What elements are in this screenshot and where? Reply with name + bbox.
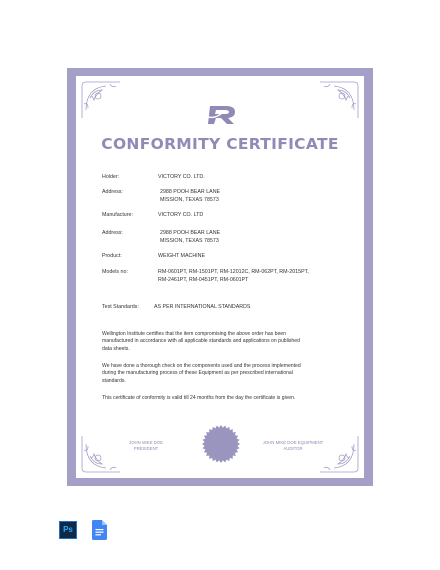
certification-paragraph	[102, 331, 340, 353]
product-value: WEIGHT MACHINE	[158, 253, 205, 259]
signature-left	[116, 440, 176, 452]
address-label: Address:	[102, 230, 123, 236]
signatory-role: AUDITOR	[283, 446, 303, 451]
address-label: Address:	[102, 189, 123, 195]
manufacture-label: Manufacture:	[102, 212, 133, 218]
holder-label: Holder:	[102, 174, 120, 180]
photoshop-icon[interactable]: Ps	[59, 521, 77, 539]
paragraph-line: We have done a thorough check on the components used and the process implemented	[102, 363, 301, 369]
address-line-2: MISSION, TEXAS 78573	[160, 238, 219, 244]
test-standards-value: AS PER INTERNATIONAL STANDARDS	[154, 304, 251, 310]
holder-value: VICTORY CO. LTD.	[158, 174, 205, 180]
signatory-name: JOHN MIKE DOE EQUIPMENT	[262, 440, 324, 445]
seal-icon	[201, 424, 241, 464]
certificate	[76, 76, 364, 478]
address-line-1: 2988 POOH BEAR LANE	[160, 189, 221, 195]
models-line-2: RM-2461PT, RM-0451PT, RM-0601PT	[158, 277, 249, 283]
certificate-title: CONFORMITY CERTIFICATE	[101, 135, 339, 153]
corner-ornament-icon	[80, 80, 124, 120]
paragraph-line: This certificate of conformity is valid till 24 months from the day the certificate is given.	[102, 395, 296, 401]
models-label: Models no:	[102, 269, 128, 275]
address-line-2: MISSION, TEXAS 78573	[160, 197, 219, 203]
paragraph-line: manufactured in accordance with all applicable standards and applications on published	[102, 338, 300, 345]
paragraph-line: Wellington Institute certifies that the item compromising the above order has been	[102, 331, 286, 337]
test-standards-label: Test Standards:	[102, 304, 139, 310]
signature-right	[254, 440, 332, 452]
address-line-1: 2988 POOH BEAR LANE	[160, 230, 221, 236]
validity-paragraph	[102, 395, 340, 402]
company-logo-icon	[204, 104, 238, 126]
inspection-paragraph	[102, 363, 340, 385]
signatory-role: PRESIDENT	[133, 446, 159, 451]
paragraph-line: during the manufacturing process of these Equipment as per prescribed international	[102, 370, 293, 377]
paragraph-line: data sheets.	[102, 345, 130, 352]
product-label: Product:	[102, 253, 122, 259]
google-docs-icon[interactable]	[92, 520, 107, 540]
signatory-name: JOHN MIKE DOE	[129, 440, 163, 445]
models-line-1: RM-0601PT, RM-1501PT, RM-12012C, RM-062PT, RM-2015PT,	[158, 269, 309, 275]
manufacture-value: VICTORY CO. LTD	[158, 212, 204, 218]
corner-ornament-icon	[316, 80, 360, 120]
paragraph-line: standards.	[102, 377, 126, 384]
